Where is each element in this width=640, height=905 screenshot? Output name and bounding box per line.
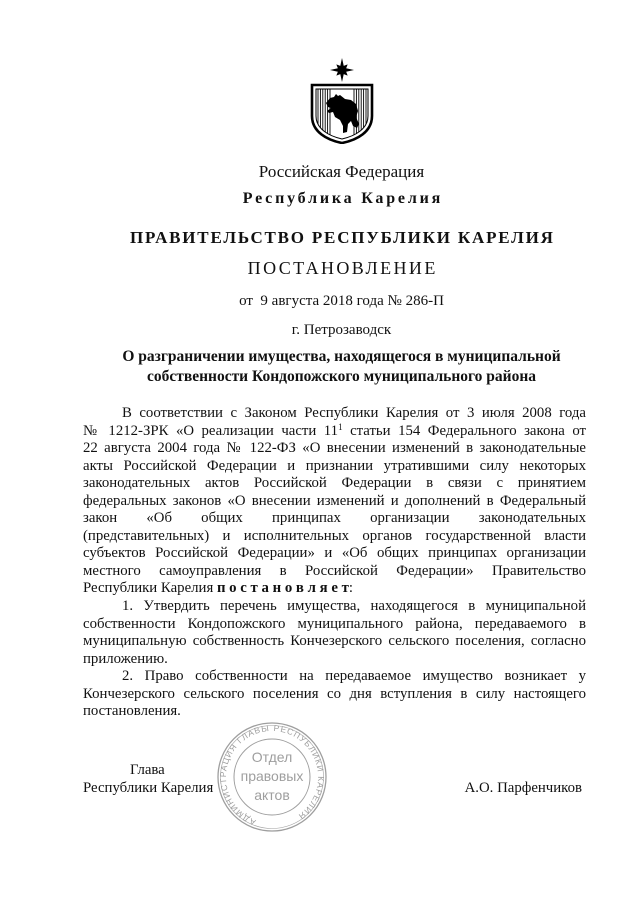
coat-of-arms-icon — [307, 56, 377, 144]
item-1-line: собственности Кондопожского муниципального района, передаваемого в — [83, 615, 586, 632]
item-2-line: Кончезерского сельского поселения со дня вступления в силу настоящего — [83, 685, 586, 702]
emblem-star — [330, 58, 354, 82]
superscript-index: 1 — [338, 421, 343, 432]
body-line: законодательных актов Российской Федерации в связи с принятием — [83, 475, 586, 492]
body-line: акты Российской Федерации и признании утратившими силу некоторых — [83, 457, 586, 474]
body-line — [83, 580, 586, 598]
resolves-verb: п о с т а н о в л я е т — [216, 580, 349, 597]
country-name: Российская Федерация — [258, 162, 425, 181]
signatory-name: А.О. Парфенчиков — [464, 780, 582, 796]
signatory-position: Республики Карелия — [83, 780, 214, 796]
body-line-text: : — [348, 580, 353, 597]
resolution-body — [83, 405, 586, 721]
body-line: закон «Об общих принципах организации законодательных — [83, 510, 586, 527]
official-stamp — [215, 720, 329, 834]
body-line: федеральных законов «О внесении изменений и дополнений в Федеральный — [83, 492, 586, 509]
body-line: В соответствии с Законом Республики Карелия от 3 июля 2008 года — [122, 405, 586, 421]
stamp-center-line: правовых — [240, 768, 304, 784]
body-line-text: статьи 154 Федерального закона от — [350, 422, 586, 439]
body-line-text: Республики Карелия — [83, 580, 214, 597]
signatory-position: Глава — [130, 762, 165, 778]
document-city: г. Петрозаводск — [291, 322, 392, 338]
body-line: субъектов Российской Федерации» и «Об общих принципах организации — [83, 545, 586, 562]
stamp-center-line: актов — [254, 787, 290, 803]
item-1-line: приложению. — [83, 650, 168, 667]
stamp-ring-text-path: АДМИНИСТРАЦИЯ ГЛАВЫ РЕСПУБЛИКИ КАРЕЛИЯ — [217, 722, 327, 828]
body-line: (представительных) и исполнительных органов государственной власти — [83, 527, 586, 544]
document-type: ПОСТАНОВЛЕНИЕ — [247, 258, 438, 278]
document-date-number: от 9 августа 2018 года № 286-П — [239, 293, 444, 309]
issuing-authority: ПРАВИТЕЛЬСТВО РЕСПУБЛИКИ КАРЕЛИЯ — [130, 228, 555, 247]
item-1-line: 1. Утвердить перечень имущества, находящегося в муниципальной — [122, 598, 586, 615]
body-line: местного самоуправления в Российской Федерации» Правительство — [83, 562, 586, 579]
republic-name: Республика Карелия — [242, 190, 444, 207]
stamp-center-line: Отдел — [251, 749, 293, 765]
body-line-text: № 1212-ЗРК «О реализации части 11 — [83, 422, 339, 439]
item-1-line: муниципальную собственность Кончезерского сельского поселения, согласно — [83, 633, 586, 650]
body-line: 22 августа 2004 года № 122-ФЗ «О внесении изменений в законодательные — [83, 440, 586, 457]
item-2-line: 2. Право собственности на передаваемое имущество возникает у — [122, 668, 586, 685]
document-title-line: О разграничении имущества, находящегося в муниципальной — [122, 348, 561, 365]
document-title-line: собственности Кондопожского муниципального района — [146, 368, 537, 385]
body-line — [83, 423, 586, 441]
item-2-line: постановления. — [83, 703, 181, 720]
